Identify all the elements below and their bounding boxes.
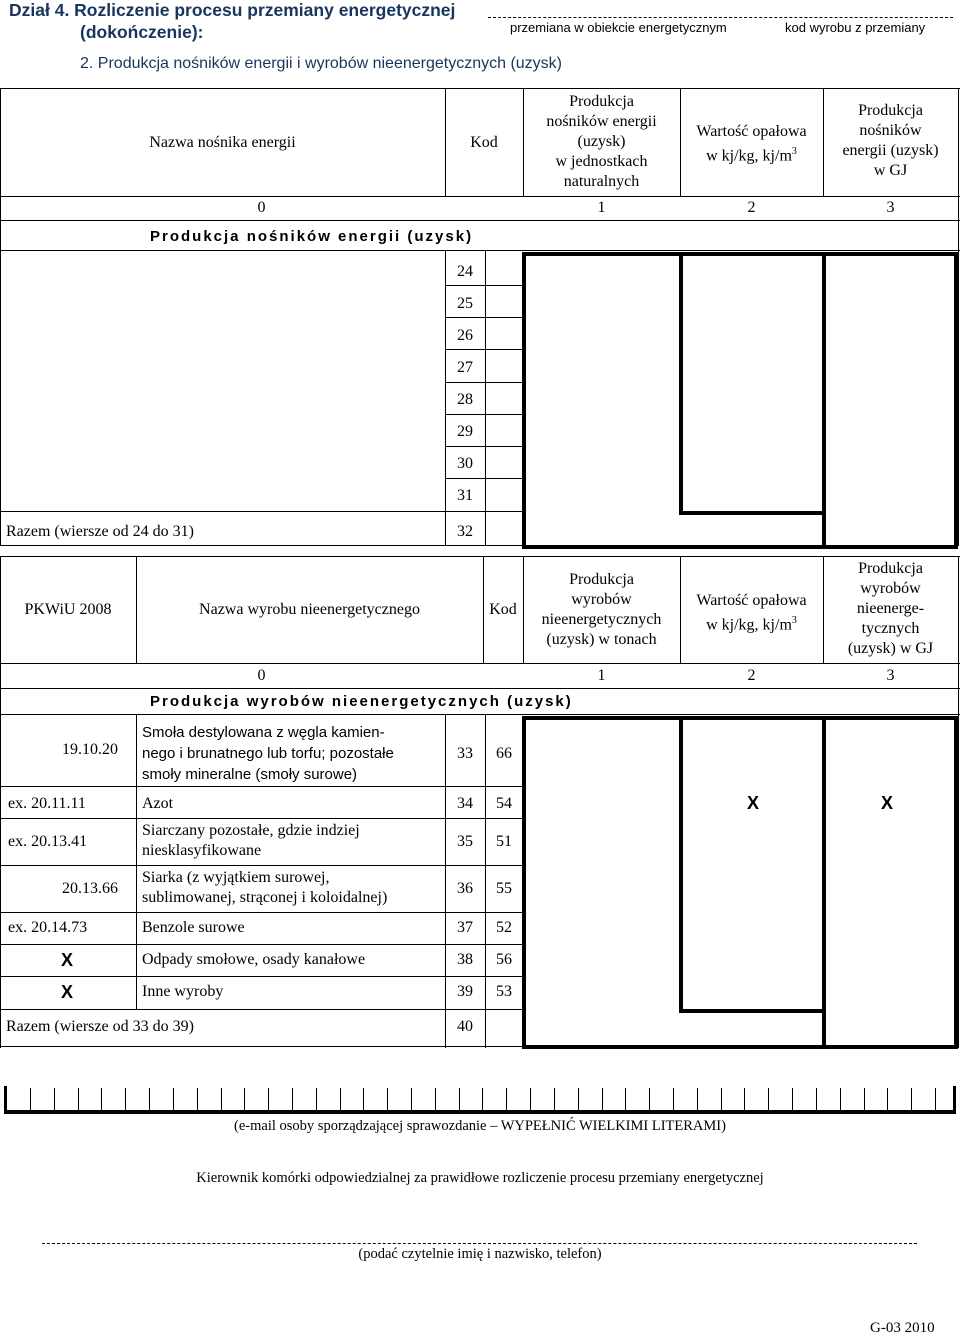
- col-header-code: Kod: [470, 134, 498, 151]
- product-name: Smoła destylowana z węgla kamien- nego i brunatnego lub torfu; pozostałe smoły mineralne (smoły surowe): [142, 724, 394, 783]
- email-char-divider: [268, 1088, 269, 1110]
- email-char-divider: [363, 1088, 364, 1110]
- row-number-27: 27: [457, 359, 473, 376]
- email-char-divider: [101, 1088, 102, 1110]
- product-code-field-label: kod wyrobu z przemiany: [785, 20, 926, 35]
- col-number-3: 3: [886, 199, 895, 216]
- process-field-label: przemiana w obiekcie energetycznym: [510, 20, 727, 35]
- email-char-divider: [768, 1088, 769, 1110]
- total-row-label: Razem (wiersze od 24 do 31): [6, 523, 194, 540]
- product-code: 55: [496, 880, 512, 897]
- row-number-24: 24: [457, 263, 473, 280]
- not-applicable-mark: X: [881, 793, 894, 813]
- input-calorific-value[interactable]: [683, 256, 822, 511]
- row-number-35: 35: [457, 833, 473, 850]
- row-number-40: 40: [457, 1018, 473, 1035]
- col-number-2: 2: [747, 667, 756, 684]
- row-number-25: 25: [457, 295, 473, 312]
- row-number-28: 28: [457, 391, 473, 408]
- col-header-pkwiu: PKWiU 2008: [24, 601, 112, 618]
- pkwiu-code: ex. 20.13.41: [8, 833, 88, 850]
- email-char-divider: [30, 1088, 31, 1110]
- email-char-divider: [887, 1088, 888, 1110]
- row-number-30: 30: [457, 455, 473, 472]
- email-char-divider: [625, 1088, 626, 1110]
- email-char-divider: [840, 1088, 841, 1110]
- pkwiu-not-applicable: X: [61, 982, 74, 1002]
- email-char-divider: [721, 1088, 722, 1110]
- product-code: 66: [496, 745, 512, 762]
- col-number-2: 2: [747, 199, 756, 216]
- email-char-divider: [816, 1088, 817, 1110]
- email-char-divider: [649, 1088, 650, 1110]
- email-char-divider: [221, 1088, 222, 1110]
- email-char-divider: [387, 1088, 388, 1110]
- email-char-divider: [411, 1088, 412, 1110]
- product-code: 52: [496, 919, 512, 936]
- col-header-code: Kod: [489, 601, 517, 618]
- email-char-divider: [244, 1088, 245, 1110]
- email-char-divider: [864, 1088, 865, 1110]
- row-number-32: 32: [457, 523, 473, 540]
- email-char-divider: [435, 1088, 436, 1110]
- col-header-production-tons: Produkcja wyrobów nieenergetycznych (uzysk) w tonach: [541, 571, 662, 648]
- row-number-34: 34: [457, 795, 473, 812]
- input-production-gj[interactable]: [826, 720, 954, 1045]
- row-number-33: 33: [457, 745, 473, 762]
- manager-caption: Kierownik komórki odpowiedzialnej za prawidłowe rozliczenie procesu przemiany energetycznej: [196, 1170, 764, 1186]
- email-char-divider: [78, 1088, 79, 1110]
- email-char-divider: [149, 1088, 150, 1110]
- col-number-0: 0: [257, 199, 266, 216]
- row-number-36: 36: [457, 880, 473, 897]
- input-production-natural-units[interactable]: [526, 256, 679, 545]
- email-char-divider: [792, 1088, 793, 1110]
- process-field-line[interactable]: [488, 17, 953, 18]
- col-header-name: Nazwa nośnika energii: [149, 134, 296, 151]
- email-char-divider: [673, 1088, 674, 1110]
- row-number-26: 26: [457, 327, 473, 344]
- col-header-product-name: Nazwa wyrobu nieenergetycznego: [199, 601, 420, 618]
- email-char-divider: [578, 1088, 579, 1110]
- email-char-divider: [173, 1088, 174, 1110]
- email-char-divider: [935, 1088, 936, 1110]
- col-header-calorific-value: Wartość opałowa w kj/kg, $kj/m^3$: [696, 123, 807, 165]
- input-production-gj[interactable]: [826, 256, 954, 545]
- email-char-divider: [125, 1088, 126, 1110]
- pkwiu-code: 19.10.20: [62, 741, 118, 758]
- email-char-divider: [744, 1088, 745, 1110]
- row-number-38: 38: [457, 951, 473, 968]
- product-name: Siarka (z wyjątkiem surowej, sublimowanej, strąconej i koloidalnej): [142, 869, 388, 906]
- email-char-divider: [602, 1088, 603, 1110]
- pkwiu-code: ex. 20.11.11: [8, 795, 86, 812]
- email-char-divider: [459, 1088, 460, 1110]
- row-number-31: 31: [457, 487, 473, 504]
- product-name: Inne wyroby: [142, 983, 224, 1000]
- col-number-1: 1: [597, 667, 606, 684]
- subsection-title: 2. Produkcja nośników energii i wyrobów nieenergetycznych (uzysk): [80, 55, 562, 72]
- product-code: 56: [496, 951, 512, 968]
- email-char-divider: [292, 1088, 293, 1110]
- email-char-divider: [197, 1088, 198, 1110]
- form-code: G-03 2010: [870, 1320, 935, 1336]
- section-heading-continued: (dokończenie):: [80, 22, 204, 42]
- product-code: 51: [496, 833, 512, 850]
- pkwiu-code: ex. 20.14.73: [8, 919, 88, 936]
- col-header-production-gj: Produkcja nośników energii (uzysk) w GJ: [842, 102, 939, 179]
- row-number-37: 37: [457, 919, 473, 936]
- product-name: Siarczany pozostałe, gdzie indziej niesklasyfikowane: [142, 822, 360, 859]
- col-number-0: 0: [257, 667, 266, 684]
- col-header-production-gj: Produkcja wyrobów nieenerge- tycznych (uzysk) w GJ: [847, 560, 934, 657]
- email-char-divider: [554, 1088, 555, 1110]
- name-caption: (podać czytelnie imię i nazwisko, telefon): [358, 1246, 602, 1262]
- group-title-non-energy: Produkcja wyrobów nieenergetycznych (uzysk): [150, 693, 573, 710]
- pkwiu-not-applicable: X: [61, 950, 74, 970]
- email-char-divider: [506, 1088, 507, 1110]
- email-caption: (e-mail osoby sporządzającej sprawozdanie – WYPEŁNIĆ WIELKIMI LITERAMI): [234, 1118, 726, 1134]
- pkwiu-code: 20.13.66: [62, 880, 118, 897]
- col-number-3: 3: [886, 667, 895, 684]
- row-number-39: 39: [457, 983, 473, 1000]
- not-applicable-mark: X: [747, 793, 760, 813]
- product-code: 53: [496, 983, 512, 1000]
- product-name: Benzole surowe: [142, 919, 245, 936]
- section-heading: Dział 4. Rozliczenie procesu przemiany energetycznej: [9, 0, 456, 20]
- col-header-calorific-value: Wartość opałowa w kj/kg, $kj/m^3$: [696, 592, 807, 634]
- email-char-divider: [911, 1088, 912, 1110]
- row-number-29: 29: [457, 423, 473, 440]
- input-calorific-value[interactable]: [683, 720, 822, 1009]
- col-number-1: 1: [597, 199, 606, 216]
- total-row-label: Razem (wiersze od 33 do 39): [6, 1018, 194, 1035]
- email-char-divider: [340, 1088, 341, 1110]
- email-char-divider: [697, 1088, 698, 1110]
- col-header-production-natural-units: Produkcja nośników energii (uzysk) w jednostkach naturalnych: [546, 93, 657, 190]
- email-char-divider: [54, 1088, 55, 1110]
- email-char-divider: [530, 1088, 531, 1110]
- group-title-energy-carriers: Produkcja nośników energii (uzysk): [150, 228, 474, 245]
- product-name: Azot: [142, 795, 174, 812]
- product-code: 54: [496, 795, 512, 812]
- email-char-divider: [482, 1088, 483, 1110]
- input-production-tons[interactable]: [526, 720, 679, 1045]
- email-char-divider: [316, 1088, 317, 1110]
- product-name: Odpady smołowe, osady kanałowe: [142, 951, 366, 968]
